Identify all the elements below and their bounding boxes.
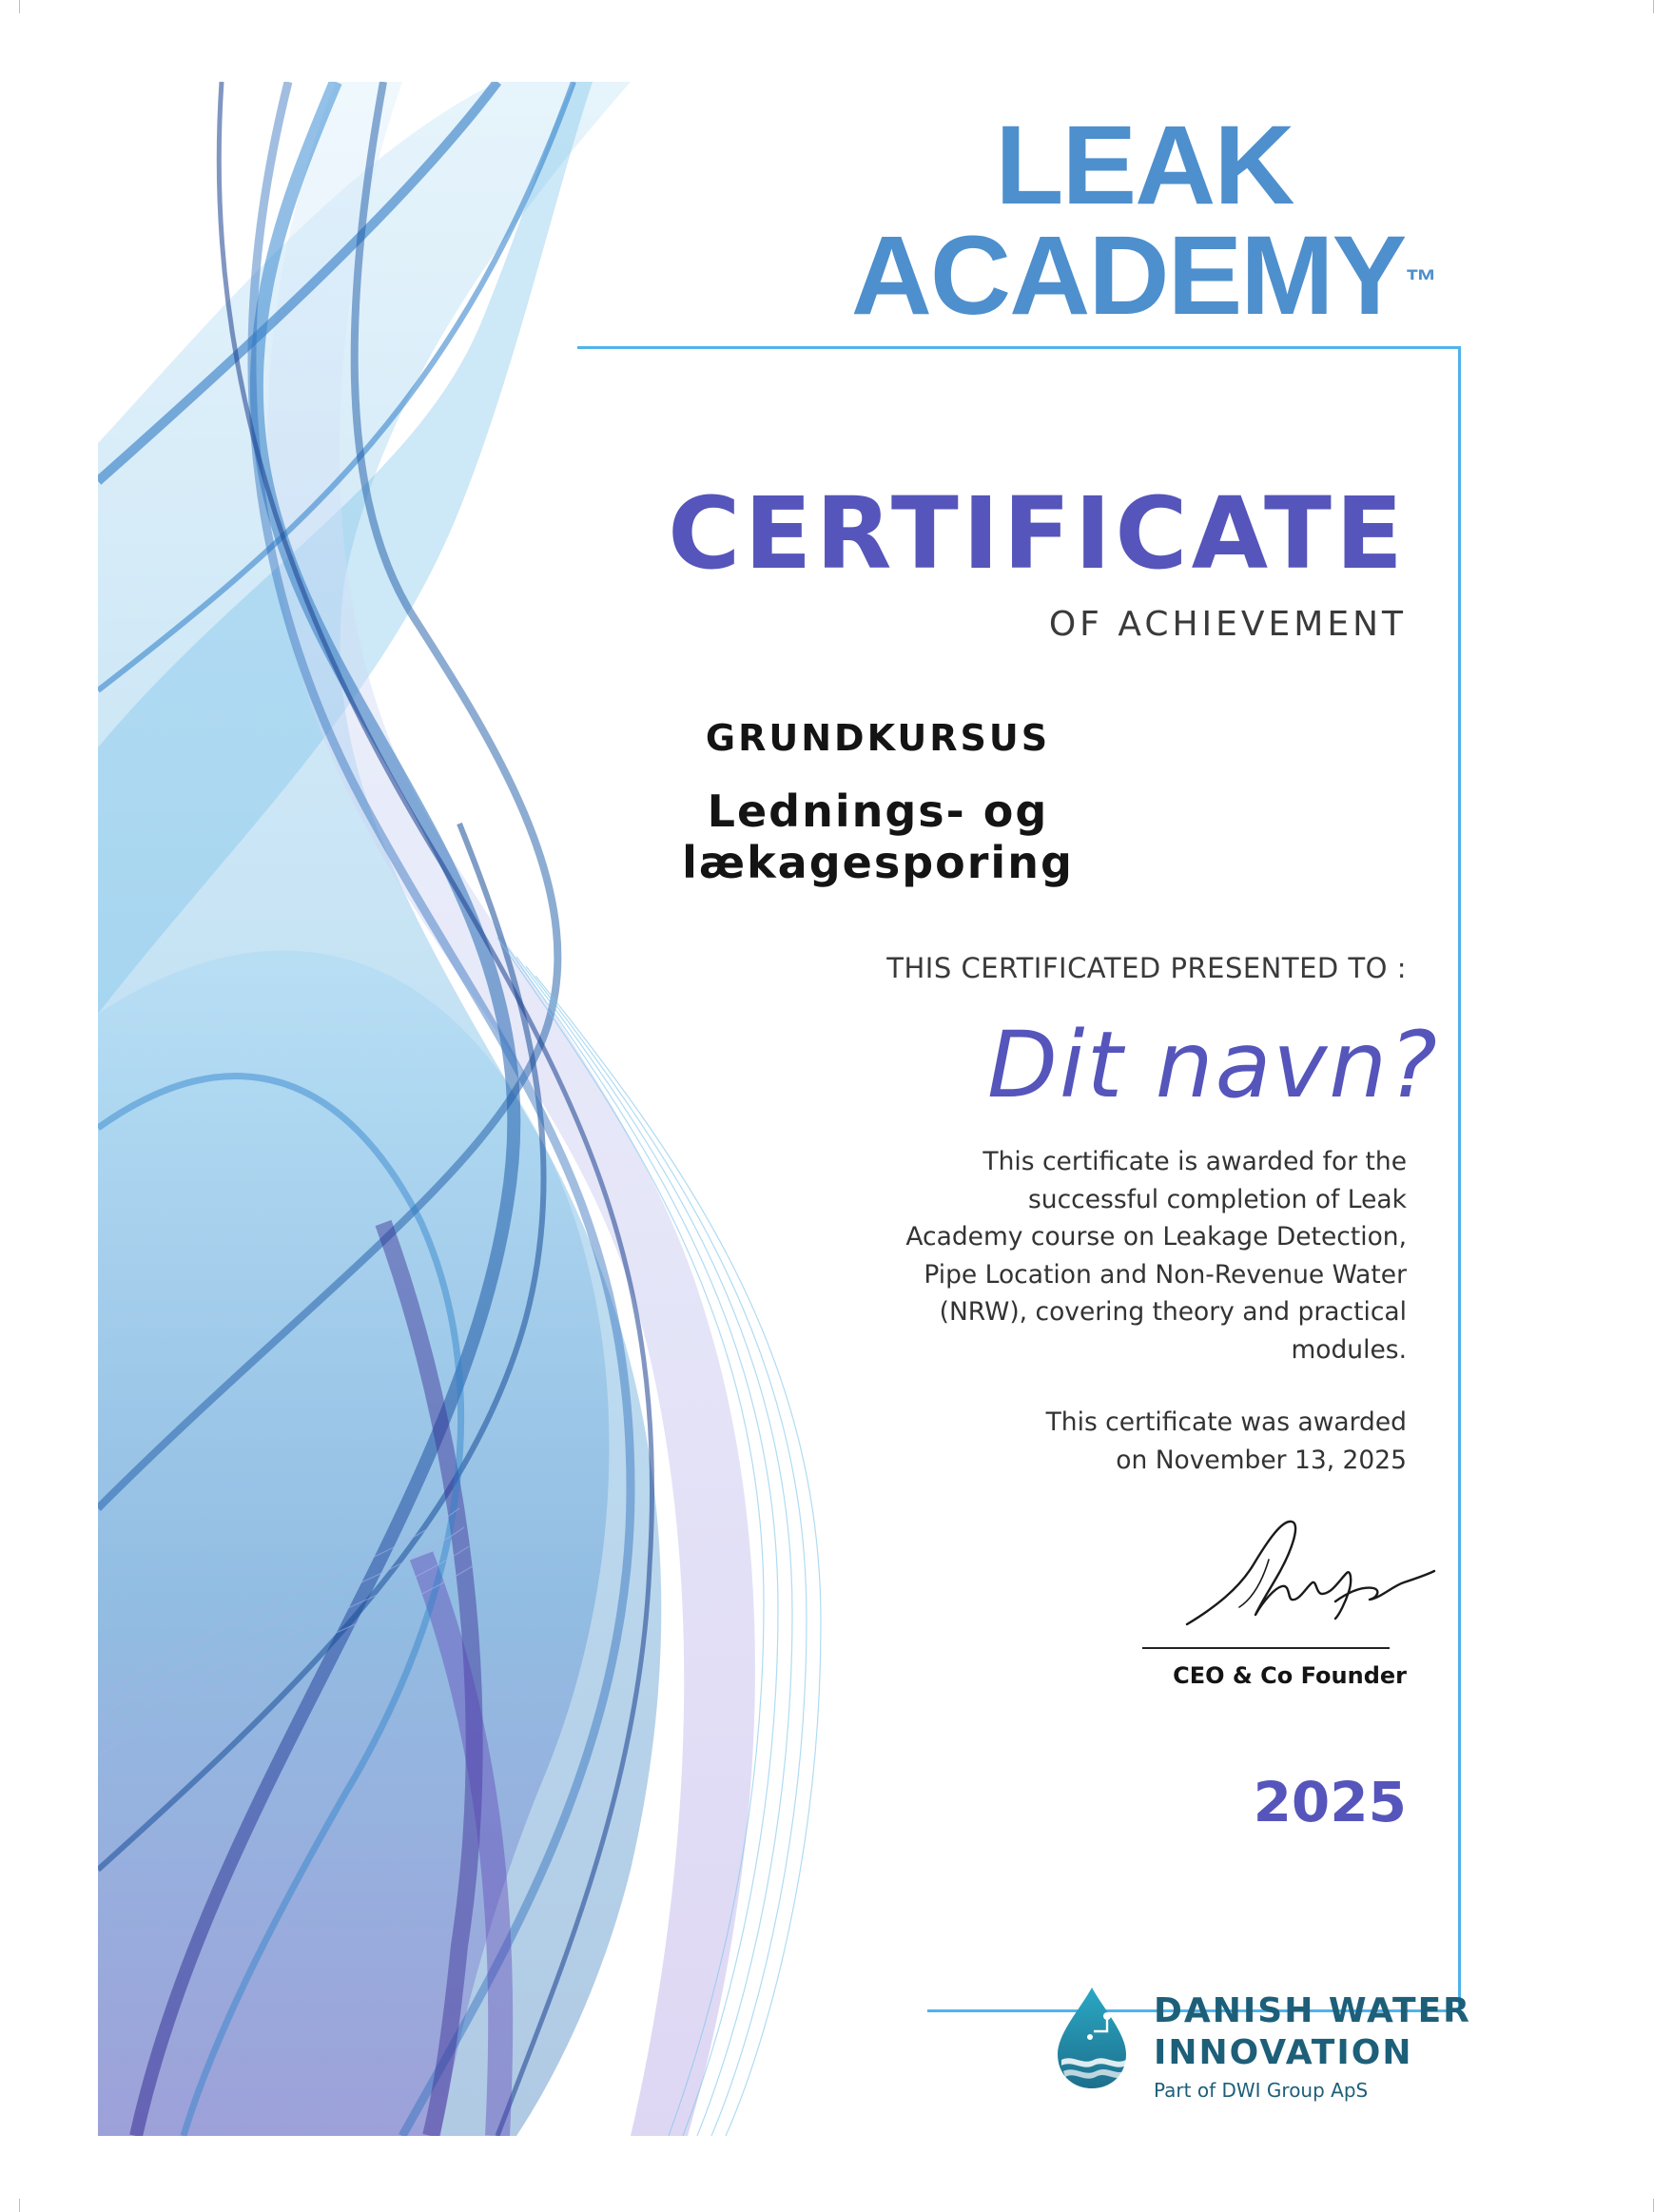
org-name-line-1: DANISH WATER [1154, 1991, 1471, 2030]
crop-mark-top-left [19, 0, 20, 13]
description-line: This certificate is awarded for the [982, 1147, 1407, 1176]
presented-to-label: THIS CERTIFICATED PRESENTED TO : [886, 952, 1407, 984]
description-line: modules. [1291, 1334, 1407, 1365]
dwi-logo-text [1154, 1990, 1471, 2105]
brand-line-2 [764, 213, 1525, 339]
frame-border-top [577, 346, 1461, 349]
signature-line [1142, 1647, 1390, 1649]
crop-mark-bottom-left [19, 2199, 20, 2212]
award-description [741, 1143, 1407, 1368]
recipient-name: Dit navn? [986, 1012, 1439, 1118]
certificate-subtitle: OF ACHIEVEMENT [1048, 605, 1407, 644]
crop-mark-top-right [1653, 0, 1654, 13]
certificate-sheet [98, 82, 1601, 2136]
certificate-year: 2025 [1253, 1770, 1407, 1834]
description-line: Academy course on Leakage Detection, [905, 1222, 1407, 1252]
signature-image [1149, 1512, 1491, 1626]
description-line: successful completion of Leak [1028, 1184, 1407, 1214]
certificate-title: CERTIFICATE [668, 475, 1407, 592]
org-name-line-2: INNOVATION [1154, 2033, 1413, 2072]
award-date-line: on November 13, 2025 [1116, 1445, 1407, 1475]
course-name: Lednings- og lækagesporing [682, 786, 1074, 888]
signatory-title: CEO & Co Founder [1173, 1662, 1407, 1689]
award-date-line: This certificate was awarded [1045, 1407, 1407, 1437]
award-date [741, 1404, 1407, 1479]
org-tagline: Part of DWI Group ApS [1154, 2079, 1369, 2102]
description-line: Pipe Location and Non-Revenue Water [924, 1259, 1407, 1290]
description-line: (NRW), covering theory and practical [939, 1297, 1407, 1327]
course-level: GRUNDKURSUS [705, 717, 1051, 759]
leak-academy-logo [764, 103, 1525, 339]
brand-line-2-text: ACADEMY [850, 213, 1406, 339]
water-drop-icon [1052, 1984, 1132, 2090]
crop-mark-bottom-right [1653, 2199, 1654, 2212]
frame-border-right [1458, 346, 1461, 2012]
brand-line-1: LEAK [995, 103, 1294, 228]
trademark-symbol: ™ [1405, 263, 1438, 300]
